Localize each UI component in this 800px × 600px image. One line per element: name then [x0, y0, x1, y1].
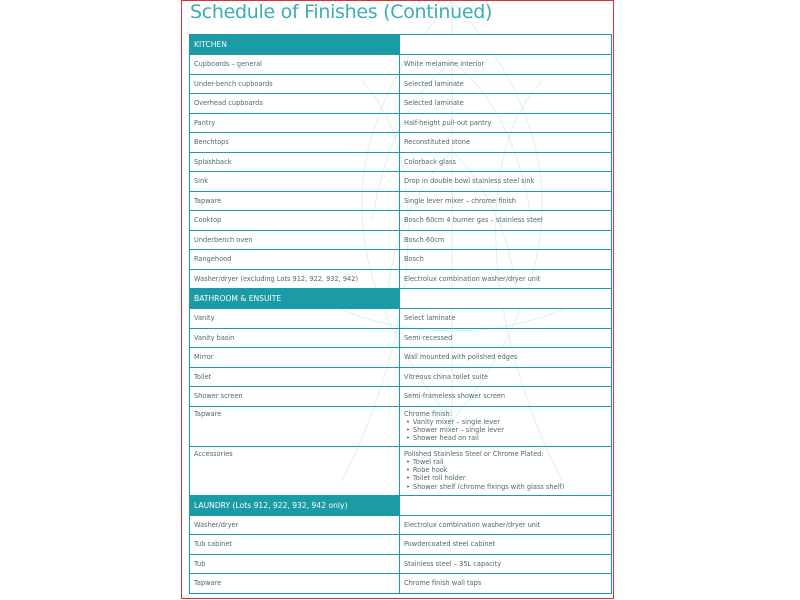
finish-cell: Stainless steel – 35L capacity — [400, 554, 612, 574]
finish-cell: White melamine interior — [400, 55, 612, 75]
section-kitchen — [190, 35, 612, 55]
table-row — [190, 191, 612, 211]
item-cell: Pantry — [190, 113, 400, 133]
item-cell: Accessories — [190, 446, 400, 495]
table-row — [190, 574, 612, 594]
item-cell: Shower screen — [190, 387, 400, 407]
table-row — [190, 230, 612, 250]
section-heading: KITCHEN — [190, 35, 400, 55]
item-cell: Mirror — [190, 348, 400, 368]
document-page — [181, 0, 614, 599]
item-cell: Tub cabinet — [190, 535, 400, 555]
section-heading-blank — [400, 35, 612, 55]
section-heading: BATHROOM & ENSUITE — [190, 289, 400, 309]
finish-bullet-list — [404, 418, 607, 443]
item-cell: Under-bench cupboards — [190, 74, 400, 94]
list-item: • Shower mixer – single lever — [412, 426, 607, 434]
table-row — [190, 94, 612, 114]
item-cell: Splashback — [190, 152, 400, 172]
finish-cell: Colorback glass — [400, 152, 612, 172]
finish-cell — [400, 446, 612, 495]
table-row — [190, 152, 612, 172]
finish-cell: Semi-frameless shower screen — [400, 387, 612, 407]
table-row — [190, 554, 612, 574]
table-row — [190, 367, 612, 387]
finish-cell: Selected laminate — [400, 94, 612, 114]
finish-cell: Bosch — [400, 250, 612, 270]
item-cell: Underbench oven — [190, 230, 400, 250]
finish-cell: Electrolux combination washer/dryer unit — [400, 515, 612, 535]
table-row — [190, 515, 612, 535]
list-item: • Toilet roll holder — [412, 474, 607, 482]
list-item: • Shower head on rail — [412, 434, 607, 442]
table-row — [190, 328, 612, 348]
finish-cell: Half-height pull-out pantry — [400, 113, 612, 133]
table-row — [190, 348, 612, 368]
table-row — [190, 446, 612, 495]
list-item: • Robe hook — [412, 466, 607, 474]
finish-cell: Reconstituted stone — [400, 133, 612, 153]
section-heading-blank — [400, 495, 612, 515]
list-item: • Towel rail — [412, 458, 607, 466]
table-row — [190, 133, 612, 153]
section-heading-blank — [400, 289, 612, 309]
section-laundry — [190, 495, 612, 515]
item-cell: Tapware — [190, 574, 400, 594]
item-cell: Tub — [190, 554, 400, 574]
item-cell: Cupboards – general — [190, 55, 400, 75]
finish-cell: Semi-recessed — [400, 328, 612, 348]
table-row — [190, 535, 612, 555]
finish-cell: Chrome finish wall taps — [400, 574, 612, 594]
table-row — [190, 309, 612, 329]
item-cell: Cooktop — [190, 211, 400, 231]
list-item: • Vanity mixer – single lever — [412, 418, 607, 426]
table-row — [190, 113, 612, 133]
item-cell: Washer/dryer (excluding Lots 912, 922, 932, 942) — [190, 269, 400, 289]
finish-bullet-list — [404, 458, 607, 491]
item-cell: Rangehood — [190, 250, 400, 270]
table-row — [190, 250, 612, 270]
finish-cell: Drop in double bowl stainless steel sink — [400, 172, 612, 192]
table-row — [190, 406, 612, 446]
item-cell: Sink — [190, 172, 400, 192]
item-cell: Overhead cupboards — [190, 94, 400, 114]
finish-cell: Bosch 60cm — [400, 230, 612, 250]
finish-cell: Single lever mixer – chrome finish — [400, 191, 612, 211]
section-heading: LAUNDRY (Lots 912, 922, 932, 942 only) — [190, 495, 400, 515]
finish-cell: Wall mounted with polished edges — [400, 348, 612, 368]
item-cell: Toilet — [190, 367, 400, 387]
finish-cell — [400, 406, 612, 446]
item-cell: Vanity — [190, 309, 400, 329]
finish-cell: Powdercoated steel cabinet — [400, 535, 612, 555]
table-row — [190, 172, 612, 192]
finish-intro: Polished Stainless Steel or Chrome Plated: — [404, 449, 544, 458]
table-row — [190, 211, 612, 231]
finish-cell: Vitreous china toilet suite — [400, 367, 612, 387]
list-item: • Shower shelf (chrome fixings with glass shelf) — [412, 483, 607, 491]
table-row — [190, 55, 612, 75]
table-row — [190, 74, 612, 94]
finish-cell: Selected laminate — [400, 74, 612, 94]
item-cell: Tapware — [190, 191, 400, 211]
item-cell: Vanity basin — [190, 328, 400, 348]
finishes-table — [189, 34, 612, 594]
finish-intro: Chrome finish: — [404, 409, 452, 418]
finish-cell: Electrolux combination washer/dryer unit — [400, 269, 612, 289]
item-cell: Washer/dryer — [190, 515, 400, 535]
page-title: Schedule of Finishes (Continued) — [190, 1, 493, 23]
section-bathroom — [190, 289, 612, 309]
finish-cell: Bosch 60cm 4 burner gas – stainless steel — [400, 211, 612, 231]
item-cell: Tapware — [190, 406, 400, 446]
table-row — [190, 387, 612, 407]
item-cell: Benchtops — [190, 133, 400, 153]
finish-cell: Select laminate — [400, 309, 612, 329]
table-row — [190, 269, 612, 289]
